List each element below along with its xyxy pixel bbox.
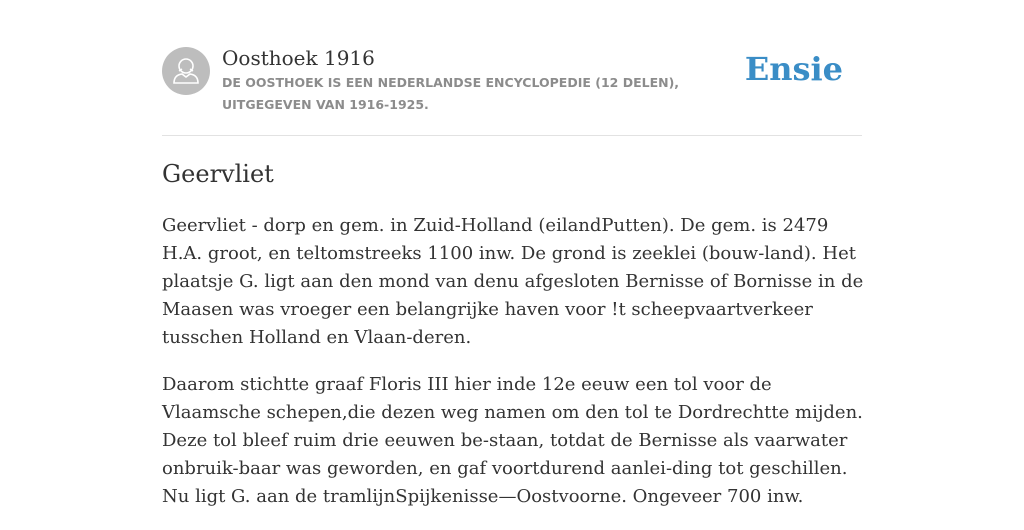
article-paragraph: Geervliet - dorp en gem. in Zuid-Holland (eilandPutten). De gem. is 2479 H.A. groot, en teltomstreeks 1100 inw. De grond is zeeklei (bouw-land). Het plaatsje G. ligt aan den mond van denu afgesloten Bernisse of Bornisse in de Maasen was vroeger een belangrijke haven voor !t scheepvaartverkeer tusschen Holland en Vlaan-deren.: [162, 215, 864, 348]
source-description: DE OOSTHOEK IS EEN NEDERLANDSE ENCYCLOPEDIE (12 DELEN), UITGEGEVEN VAN 1916-1925.: [222, 75, 680, 112]
article-title: Geervliet: [162, 160, 274, 188]
user-avatar-icon[interactable]: [162, 47, 210, 95]
article-body: [162, 212, 872, 530]
article-container: [162, 0, 864, 507]
source-title[interactable]: Oosthoek 1916: [222, 46, 375, 70]
ensie-logo[interactable]: Ensie: [744, 50, 843, 88]
source-header: [162, 0, 862, 136]
article-paragraph: Daarom stichtte graaf Floris III hier inde 12e eeuw een tol voor de Vlaamsche schepen,die dezen weg namen om den tol te Dordrechtte mijden. Deze tol bleef ruim drie eeuwen be-staan, totdat de Bernisse als vaarwater onbruik-baar was geworden, en gaf voortdurend aanlei-ding tot geschillen. Nu ligt G. aan de tramlijnSpijkenisse—Oostvoorne. Ongeveer 700 inw.: [162, 374, 863, 507]
